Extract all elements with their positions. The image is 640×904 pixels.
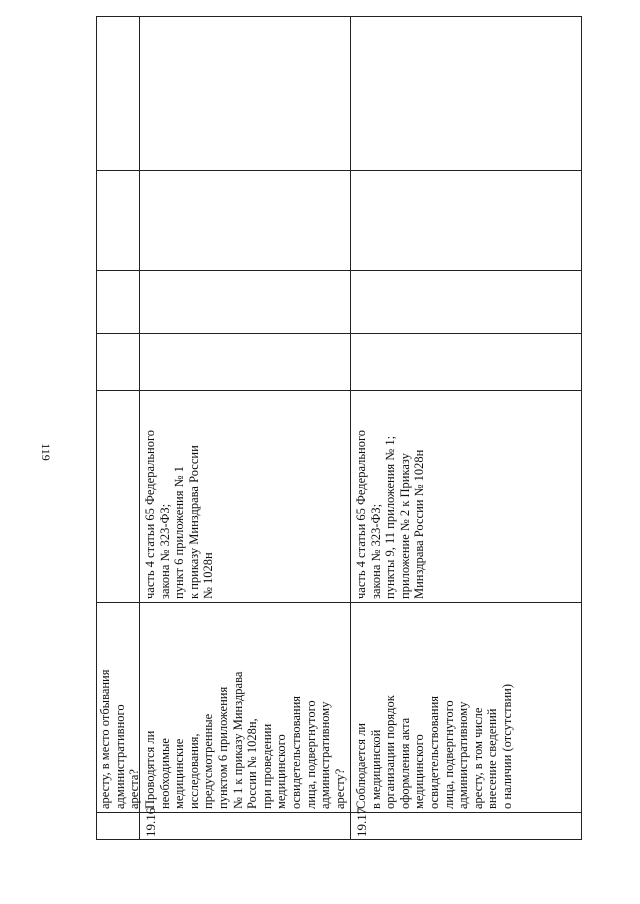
question-line: оформления акта — [397, 717, 412, 809]
question-line: медицинские — [172, 738, 187, 809]
question-cell — [98, 670, 142, 810]
reference-line: № 1028н — [201, 552, 216, 599]
question-line: России № 1028н, — [245, 718, 260, 809]
column-divider — [97, 602, 581, 603]
reference-line: пункты 9, 11 приложения № 1; — [383, 435, 398, 599]
column-divider — [97, 812, 581, 813]
reference-cell — [143, 430, 216, 599]
question-line: в медицинской — [368, 729, 383, 809]
question-line: предусмотренные — [201, 713, 216, 809]
question-line: внесение сведений — [485, 708, 500, 809]
question-line: организации порядок — [383, 695, 398, 809]
reference-line: к приказу Минздрава России — [186, 445, 201, 599]
question-line: при проведении — [259, 723, 274, 809]
question-line: аресту, в том числе — [470, 707, 485, 809]
question-line: Проводятся ли — [143, 730, 157, 809]
checklist-table — [96, 16, 582, 840]
reference-line: часть 4 статьи 65 Федерального — [143, 429, 157, 599]
column-divider — [97, 170, 581, 171]
question-line: о наличии (отсутствии) — [499, 683, 514, 809]
reference-line: приложение № 2 к Приказу — [397, 453, 412, 599]
question-line: медицинского — [274, 734, 289, 809]
question-line: пунктом 6 приложения — [215, 686, 230, 809]
column-divider — [97, 333, 581, 334]
column-divider — [97, 390, 581, 391]
reference-line: пункт 6 приложения № 1 — [172, 466, 187, 599]
column-divider — [97, 270, 581, 271]
reference-line: закона № 323-ФЗ; — [368, 503, 383, 599]
question-line: аресту, в место отбывания — [98, 669, 112, 809]
question-line: Соблюдается ли — [354, 723, 368, 809]
question-line: административному — [318, 701, 333, 809]
row-number: 19.17 — [354, 807, 369, 837]
page-number: 119 — [39, 443, 54, 461]
reference-line: закона № 323-ФЗ; — [157, 503, 172, 599]
row-divider — [350, 17, 351, 839]
question-line: ареста? — [127, 769, 142, 809]
question-line: административного — [112, 704, 127, 809]
reference-line: часть 4 статьи 65 Федерального — [354, 429, 368, 599]
reference-line: Минздрава России № 1028н — [412, 449, 427, 599]
reference-cell — [354, 430, 427, 599]
question-cell — [354, 684, 515, 809]
question-line: № 1 к приказу Минздрава — [230, 671, 245, 809]
question-line: лица, подвергнутого — [441, 700, 456, 809]
question-line: освидетельствования — [288, 695, 303, 809]
row-number: 19.16 — [143, 807, 158, 837]
question-line: исследования, — [186, 733, 201, 809]
question-line: аресту? — [332, 768, 347, 809]
question-line: необходимые — [157, 738, 172, 809]
question-line: освидетельствования — [426, 695, 441, 809]
question-line: административному — [456, 701, 471, 809]
question-line: медицинского — [412, 734, 427, 809]
question-cell — [143, 672, 347, 809]
question-line: лица, подвергнутого — [303, 700, 318, 809]
